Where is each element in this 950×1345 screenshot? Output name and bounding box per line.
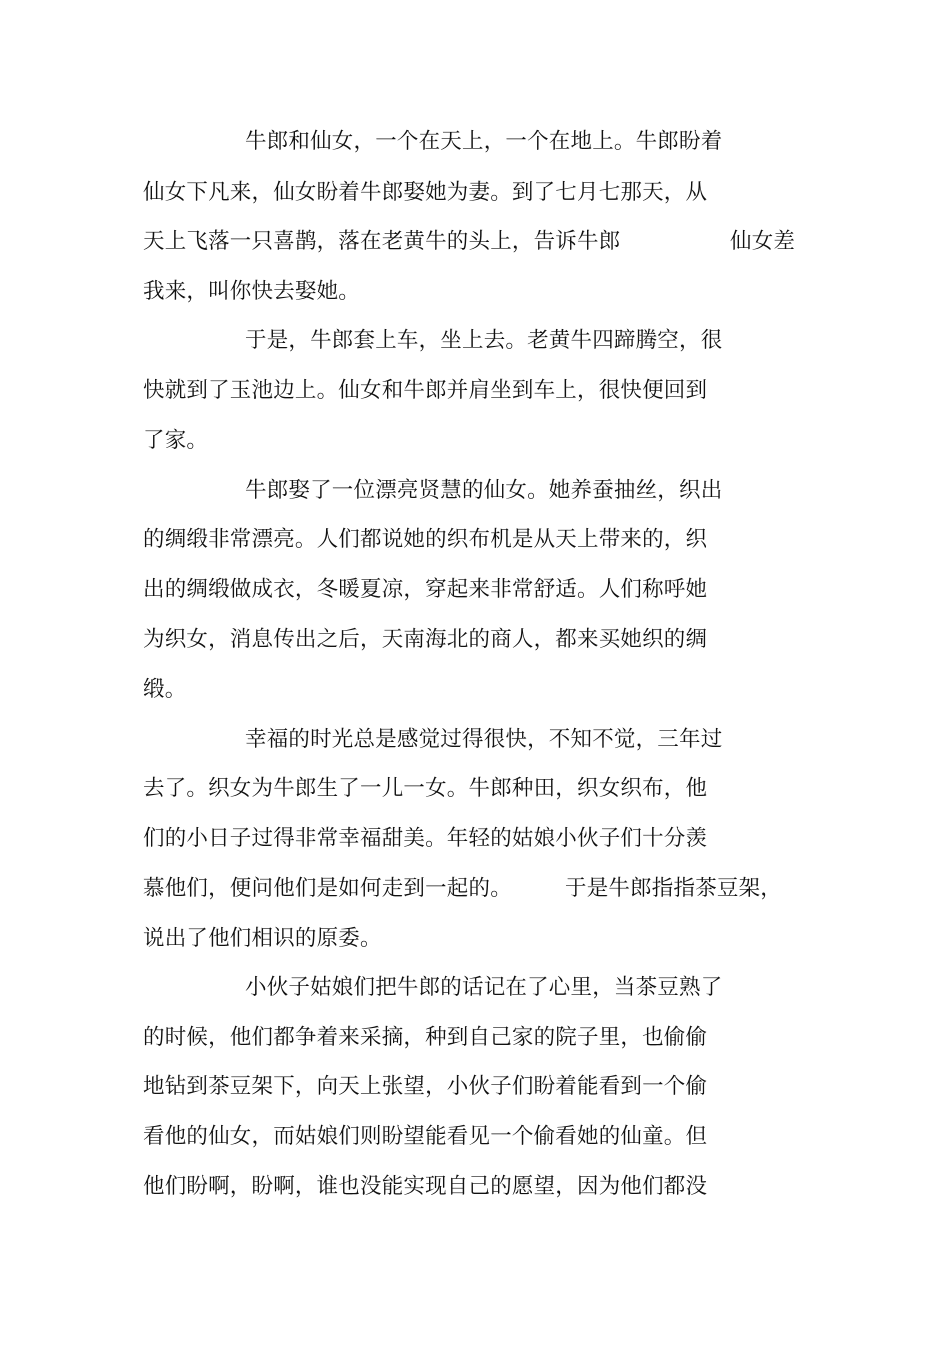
paragraph-4-line-5: 说出了他们相识的原委。 bbox=[143, 926, 382, 951]
paragraph-3-line-2: 的绸缎非常漂亮。人们都说她的织布机是从天上带来的，织 bbox=[143, 527, 708, 552]
paragraph-3-line-4: 为织女，消息传出之后，天南海北的商人，都来买她织的绸 bbox=[143, 627, 708, 652]
paragraph-5-line-5: 他们盼啊，盼啊，谁也没能实现自己的愿望，因为他们都没 bbox=[143, 1174, 708, 1199]
paragraph-4-line-4: 慕他们，便问他们是如何走到一起的。 bbox=[143, 876, 512, 901]
paragraph-1-line-3-tail: 仙女差 bbox=[730, 229, 796, 254]
paragraph-1-line-1: 牛郎和仙女，一个在天上，一个在地上。牛郎盼着 bbox=[245, 129, 723, 154]
paragraph-3-line-5: 缎。 bbox=[143, 677, 187, 702]
paragraph-5-line-1: 小伙子姑娘们把牛郎的话记在了心里，当茶豆熟了 bbox=[245, 975, 723, 1000]
paragraph-3-line-3: 出的绸缎做成衣，冬暖夏凉，穿起来非常舒适。人们称呼她 bbox=[143, 577, 708, 602]
paragraph-5-line-2: 的时候，他们都争着来采摘，种到自己家的院子里，也偷偷 bbox=[143, 1025, 708, 1050]
paragraph-1-line-3: 天上飞落一只喜鹊，落在老黄牛的头上，告诉牛郎 bbox=[143, 229, 621, 254]
paragraph-4-line-3: 们的小日子过得非常幸福甜美。年轻的姑娘小伙子们十分羡 bbox=[143, 826, 708, 851]
paragraph-4-line-1: 幸福的时光总是感觉过得很快，不知不觉，三年过 bbox=[245, 727, 723, 752]
paragraph-2-line-3: 了家。 bbox=[143, 428, 209, 453]
paragraph-1-line-4: 我来，叫你快去娶她。 bbox=[143, 279, 361, 304]
paragraph-4-line-4-tail: 于是牛郎指指茶豆架， bbox=[565, 876, 783, 901]
paragraph-2-line-2: 快就到了玉池边上。仙女和牛郎并肩坐到车上，很快便回到 bbox=[143, 378, 708, 403]
paragraph-3-line-1: 牛郎娶了一位漂亮贤慧的仙女。她养蚕抽丝，织出 bbox=[245, 478, 723, 503]
paragraph-2-line-1: 于是，牛郎套上车，坐上去。老黄牛四蹄腾空，很 bbox=[245, 328, 723, 353]
paragraph-5-line-4: 看他的仙女，而姑娘们则盼望能看见一个偷看她的仙童。但 bbox=[143, 1124, 708, 1149]
paragraph-4-line-2: 去了。织女为牛郎生了一儿一女。牛郎种田，织女织布，他 bbox=[143, 776, 708, 801]
paragraph-1-line-2: 仙女下凡来，仙女盼着牛郎娶她为妻。到了七月七那天，从 bbox=[143, 180, 708, 205]
paragraph-5-line-3: 地钻到茶豆架下，向天上张望，小伙子们盼着能看到一个偷 bbox=[143, 1074, 708, 1099]
